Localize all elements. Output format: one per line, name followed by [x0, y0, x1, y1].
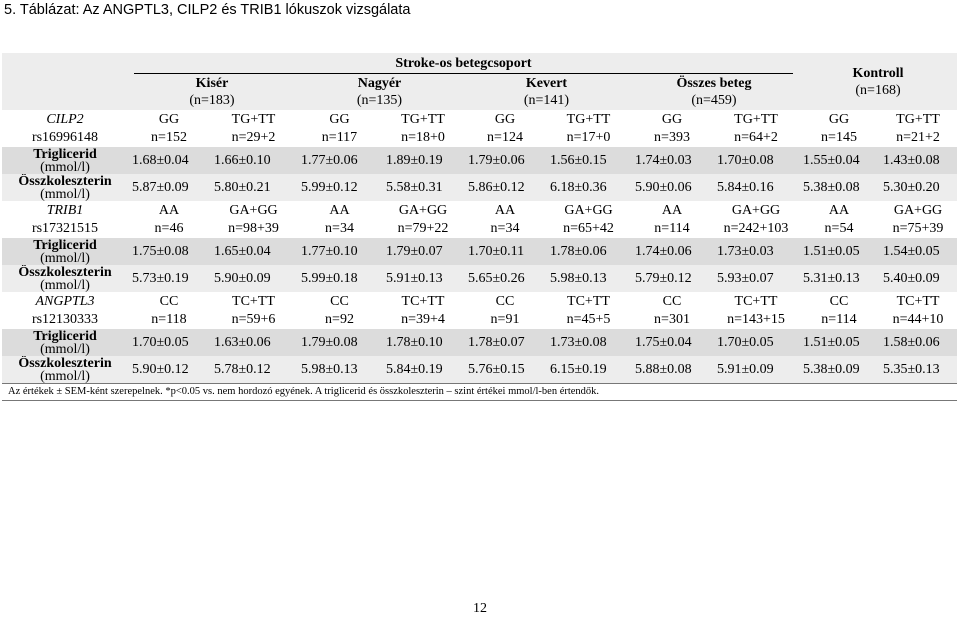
genotype: GG	[828, 111, 850, 127]
snp-id: rs16996148	[31, 129, 99, 145]
value-cell: 5.84±0.19	[386, 362, 443, 377]
genotype: GA+GG	[731, 202, 781, 218]
genotype-cell	[210, 110, 297, 147]
stroke-group-rule	[134, 73, 793, 74]
value-cell: 1.70±0.05	[132, 335, 189, 350]
value-cell: 5.88±0.08	[635, 362, 692, 377]
genotype-count: n=45+5	[566, 311, 611, 327]
genotype-cell	[382, 110, 464, 147]
genotype-count: n=143+15	[727, 311, 785, 327]
stroke-group-title: Stroke-os betegcsoport	[395, 56, 532, 71]
value-cell: 5.31±0.13	[803, 271, 860, 286]
genotype-cell	[297, 201, 382, 238]
genotype-cell	[546, 110, 631, 147]
genotype: GA+GG	[893, 202, 943, 218]
measure-unit: (mmol/l)	[40, 159, 90, 174]
value-cell: 5.80±0.21	[214, 180, 271, 195]
measure-name: Triglicerid	[33, 238, 97, 253]
genotype-cell	[382, 201, 464, 238]
genotype-cell	[128, 110, 210, 147]
genotype-cell	[128, 201, 210, 238]
stroke-group-header	[128, 53, 799, 110]
genotype-cell	[128, 292, 210, 329]
genotype: TC+TT	[401, 293, 445, 309]
measure-name: Összkoleszterin	[18, 174, 112, 189]
measure-name: Összkoleszterin	[18, 265, 112, 280]
header-corner	[2, 53, 128, 110]
results-table	[2, 53, 957, 401]
value-cell: 1.77±0.10	[301, 244, 358, 259]
value-cell: 5.98±0.13	[550, 271, 607, 286]
footnote-row	[2, 384, 957, 401]
measure-name: Triglicerid	[33, 147, 97, 162]
value-cell: 1.68±0.04	[132, 153, 189, 168]
value-cell: 1.58±0.06	[883, 335, 940, 350]
genotype: TG+TT	[734, 111, 778, 127]
value-cell: 5.99±0.12	[301, 180, 358, 195]
genotype-count: n=34	[325, 220, 354, 236]
value-cell: 1.56±0.15	[550, 153, 607, 168]
genotype: CC	[829, 293, 849, 309]
value-cell: 6.15±0.19	[550, 362, 607, 377]
genotype-count: n=17+0	[566, 129, 611, 145]
value-cell: 1.79±0.08	[301, 335, 358, 350]
genotype-cell	[631, 292, 713, 329]
genotype-count: n=117	[321, 129, 358, 145]
genotype: GA+GG	[229, 202, 278, 218]
genotype-cell	[799, 110, 879, 147]
genotype-count: n=54	[824, 220, 854, 236]
genotype-cell	[297, 110, 382, 147]
genotype: GG	[329, 111, 350, 127]
genotype-count: n=79+22	[397, 220, 449, 236]
value-cell: 5.35±0.13	[883, 362, 940, 377]
genotype-cell	[879, 110, 957, 147]
value-cell: 1.55±0.04	[803, 153, 860, 168]
genotype-cell	[713, 201, 799, 238]
value-cell: 5.87±0.09	[132, 180, 189, 195]
value-cell: 5.38±0.09	[803, 362, 860, 377]
measurement-row	[2, 174, 957, 201]
value-cell: 5.90±0.12	[132, 362, 189, 377]
value-cell: 1.73±0.08	[550, 335, 607, 350]
genotype: GA+GG	[564, 202, 613, 218]
measure-name: Összkoleszterin	[18, 356, 112, 371]
genotype-count: n=29+2	[231, 129, 276, 145]
value-cell: 1.78±0.06	[550, 244, 607, 259]
genotype-count: n=44+10	[892, 311, 944, 327]
genotype-count: n=393	[654, 129, 690, 145]
measure-label	[2, 238, 128, 265]
genotype: TG+TT	[896, 111, 940, 127]
genotype-cell	[879, 292, 957, 329]
value-cell: 5.91±0.13	[386, 271, 443, 286]
genotype: AA	[158, 202, 180, 218]
value-cell: 5.58±0.31	[386, 180, 443, 195]
value-cell: 5.84±0.16	[717, 180, 774, 195]
value-cell: 5.78±0.12	[214, 362, 271, 377]
group-nagyer: Nagyér (n=135)	[356, 76, 403, 108]
gene-name: ANGPTL3	[35, 293, 95, 309]
value-cell: 5.90±0.09	[214, 271, 271, 286]
gene-label	[2, 201, 128, 238]
genotype-count: n=64+2	[734, 129, 778, 145]
value-cell: 5.91±0.09	[717, 362, 774, 377]
genotype-count: n=65+42	[563, 220, 614, 236]
genotype-count: n=118	[151, 311, 187, 327]
genotype: AA	[661, 202, 683, 218]
genotype-row	[2, 110, 957, 147]
value-cell: 5.98±0.13	[301, 362, 358, 377]
value-cell: 1.51±0.05	[803, 335, 860, 350]
value-cell: 1.73±0.03	[717, 244, 774, 259]
measure-label	[2, 329, 128, 356]
group-header-row	[2, 53, 957, 110]
genotype: CC	[662, 293, 682, 309]
measurement-row	[2, 356, 957, 384]
genotype: TC+TT	[734, 293, 778, 309]
genotype-cell	[210, 201, 297, 238]
value-cell: 1.51±0.05	[803, 244, 860, 259]
genotype-cell	[879, 201, 957, 238]
genotype-count: n=145	[821, 129, 857, 145]
snp-id: rs12130333	[31, 311, 99, 327]
value-cell: 5.90±0.06	[635, 180, 692, 195]
value-cell: 1.78±0.10	[386, 335, 443, 350]
value-cell: 5.65±0.26	[468, 271, 525, 286]
genotype-cell	[464, 201, 546, 238]
value-cell: 1.77±0.06	[301, 153, 358, 168]
genotype: GG	[158, 111, 180, 127]
measure-label	[2, 147, 128, 174]
genotype-count: n=46	[154, 220, 184, 236]
genotype-count: n=39+4	[401, 311, 445, 327]
genotype: AA	[828, 202, 850, 218]
genotype: CC	[495, 293, 515, 309]
genotype: AA	[494, 202, 516, 218]
genotype-cell	[713, 292, 799, 329]
value-cell: 1.63±0.06	[214, 335, 271, 350]
genotype: CC	[330, 293, 349, 309]
group-kevert: Kevert (n=141)	[523, 76, 570, 108]
measure-unit: (mmol/l)	[40, 277, 90, 292]
table-caption: 5. Táblázat: Az ANGPTL3, CILP2 és TRIB1 lókuszok vizsgálata	[4, 2, 411, 18]
gene-name: TRIB1	[46, 202, 84, 218]
genotype-cell	[631, 201, 713, 238]
measure-label	[2, 265, 128, 292]
group-osszes-beteg: Összes beteg (n=459)	[676, 76, 752, 108]
value-cell: 1.75±0.08	[132, 244, 189, 259]
measure-name: Triglicerid	[33, 329, 97, 344]
measurement-row	[2, 265, 957, 292]
value-cell: 1.70±0.11	[468, 244, 525, 259]
genotype-count: n=21+2	[896, 129, 940, 145]
snp-id: rs17321515	[31, 220, 99, 236]
genotype-count: n=91	[490, 311, 520, 327]
value-cell: 1.79±0.07	[386, 244, 443, 259]
genotype: AA	[329, 202, 350, 218]
genotype-cell	[799, 292, 879, 329]
value-cell: 1.75±0.04	[635, 335, 692, 350]
genotype-cell	[546, 292, 631, 329]
genotype-count: n=242+103	[723, 220, 789, 236]
gene-name: CILP2	[46, 111, 84, 127]
genotype-cell	[382, 292, 464, 329]
genotype-count: n=114	[821, 311, 857, 327]
genotype: TG+TT	[401, 111, 445, 127]
value-cell: 1.43±0.08	[883, 153, 940, 168]
value-cell: 1.70±0.08	[717, 153, 774, 168]
value-cell: 5.86±0.12	[468, 180, 525, 195]
value-cell: 5.76±0.15	[468, 362, 525, 377]
genotype: CC	[159, 293, 179, 309]
genotype-cell	[546, 201, 631, 238]
measure-unit: (mmol/l)	[40, 368, 90, 384]
gene-label	[2, 292, 128, 329]
genotype-count: n=152	[151, 129, 187, 145]
genotype-cell	[297, 292, 382, 329]
value-cell: 5.30±0.20	[883, 180, 940, 195]
value-cell: 1.66±0.10	[214, 153, 271, 168]
genotype: TC+TT	[567, 293, 610, 309]
genotype-cell	[799, 201, 879, 238]
genotype: GA+GG	[398, 202, 448, 218]
group-kontroll: Kontroll (n=168)	[852, 65, 904, 98]
genotype-row	[2, 292, 957, 329]
value-cell: 1.78±0.07	[468, 335, 525, 350]
genotype-count: n=18+0	[401, 129, 445, 145]
genotype-count: n=92	[325, 311, 354, 327]
value-cell: 1.89±0.19	[386, 153, 443, 168]
genotype: TG+TT	[231, 111, 276, 127]
value-cell: 5.40±0.09	[883, 271, 940, 286]
value-cell: 5.73±0.19	[132, 271, 189, 286]
value-cell: 1.65±0.04	[214, 244, 271, 259]
value-cell: 1.74±0.03	[635, 153, 692, 168]
genotype: GG	[661, 111, 683, 127]
genotype-count: n=59+6	[231, 311, 276, 327]
measure-label	[2, 174, 128, 201]
genotype: GG	[494, 111, 516, 127]
value-cell: 5.38±0.08	[803, 180, 860, 195]
group-kiser: Kisér (n=183)	[189, 76, 235, 108]
genotype-cell	[631, 110, 713, 147]
genotype: TC+TT	[896, 293, 940, 309]
genotype-cell	[210, 292, 297, 329]
measurement-row	[2, 147, 957, 174]
value-cell: 5.99±0.18	[301, 271, 358, 286]
footnote: Az értékek ± SEM-ként szerepelnek. *p<0.05 vs. nem hordozó egyének. A triglicerid és összkoleszterin – szint értékei mmol/l-ben értendők.	[2, 384, 957, 401]
value-cell: 1.70±0.05	[717, 335, 774, 350]
measure-unit: (mmol/l)	[40, 186, 90, 201]
genotype: TG+TT	[566, 111, 611, 127]
genotype-count: n=98+39	[228, 220, 279, 236]
genotype-row	[2, 201, 957, 238]
measurement-row	[2, 329, 957, 356]
genotype-count: n=124	[487, 129, 523, 145]
gene-label	[2, 110, 128, 147]
genotype-cell	[713, 110, 799, 147]
genotype-count: n=75+39	[892, 220, 944, 236]
genotype-cell	[464, 292, 546, 329]
genotype-count: n=114	[654, 220, 690, 236]
measure-unit: (mmol/l)	[40, 341, 90, 356]
value-cell: 5.79±0.12	[635, 271, 692, 286]
genotype-count: n=301	[654, 311, 690, 327]
genotype-count: n=34	[490, 220, 520, 236]
value-cell: 1.74±0.06	[635, 244, 692, 259]
value-cell: 5.93±0.07	[717, 271, 774, 286]
genotype-cell	[464, 110, 546, 147]
measure-unit: (mmol/l)	[40, 250, 90, 265]
value-cell: 6.18±0.36	[550, 180, 607, 195]
genotype: TC+TT	[232, 293, 275, 309]
page-number: 12	[473, 601, 487, 616]
value-cell: 1.54±0.05	[883, 244, 940, 259]
value-cell: 1.79±0.06	[468, 153, 525, 168]
measure-label	[2, 356, 128, 384]
measurement-row	[2, 238, 957, 265]
